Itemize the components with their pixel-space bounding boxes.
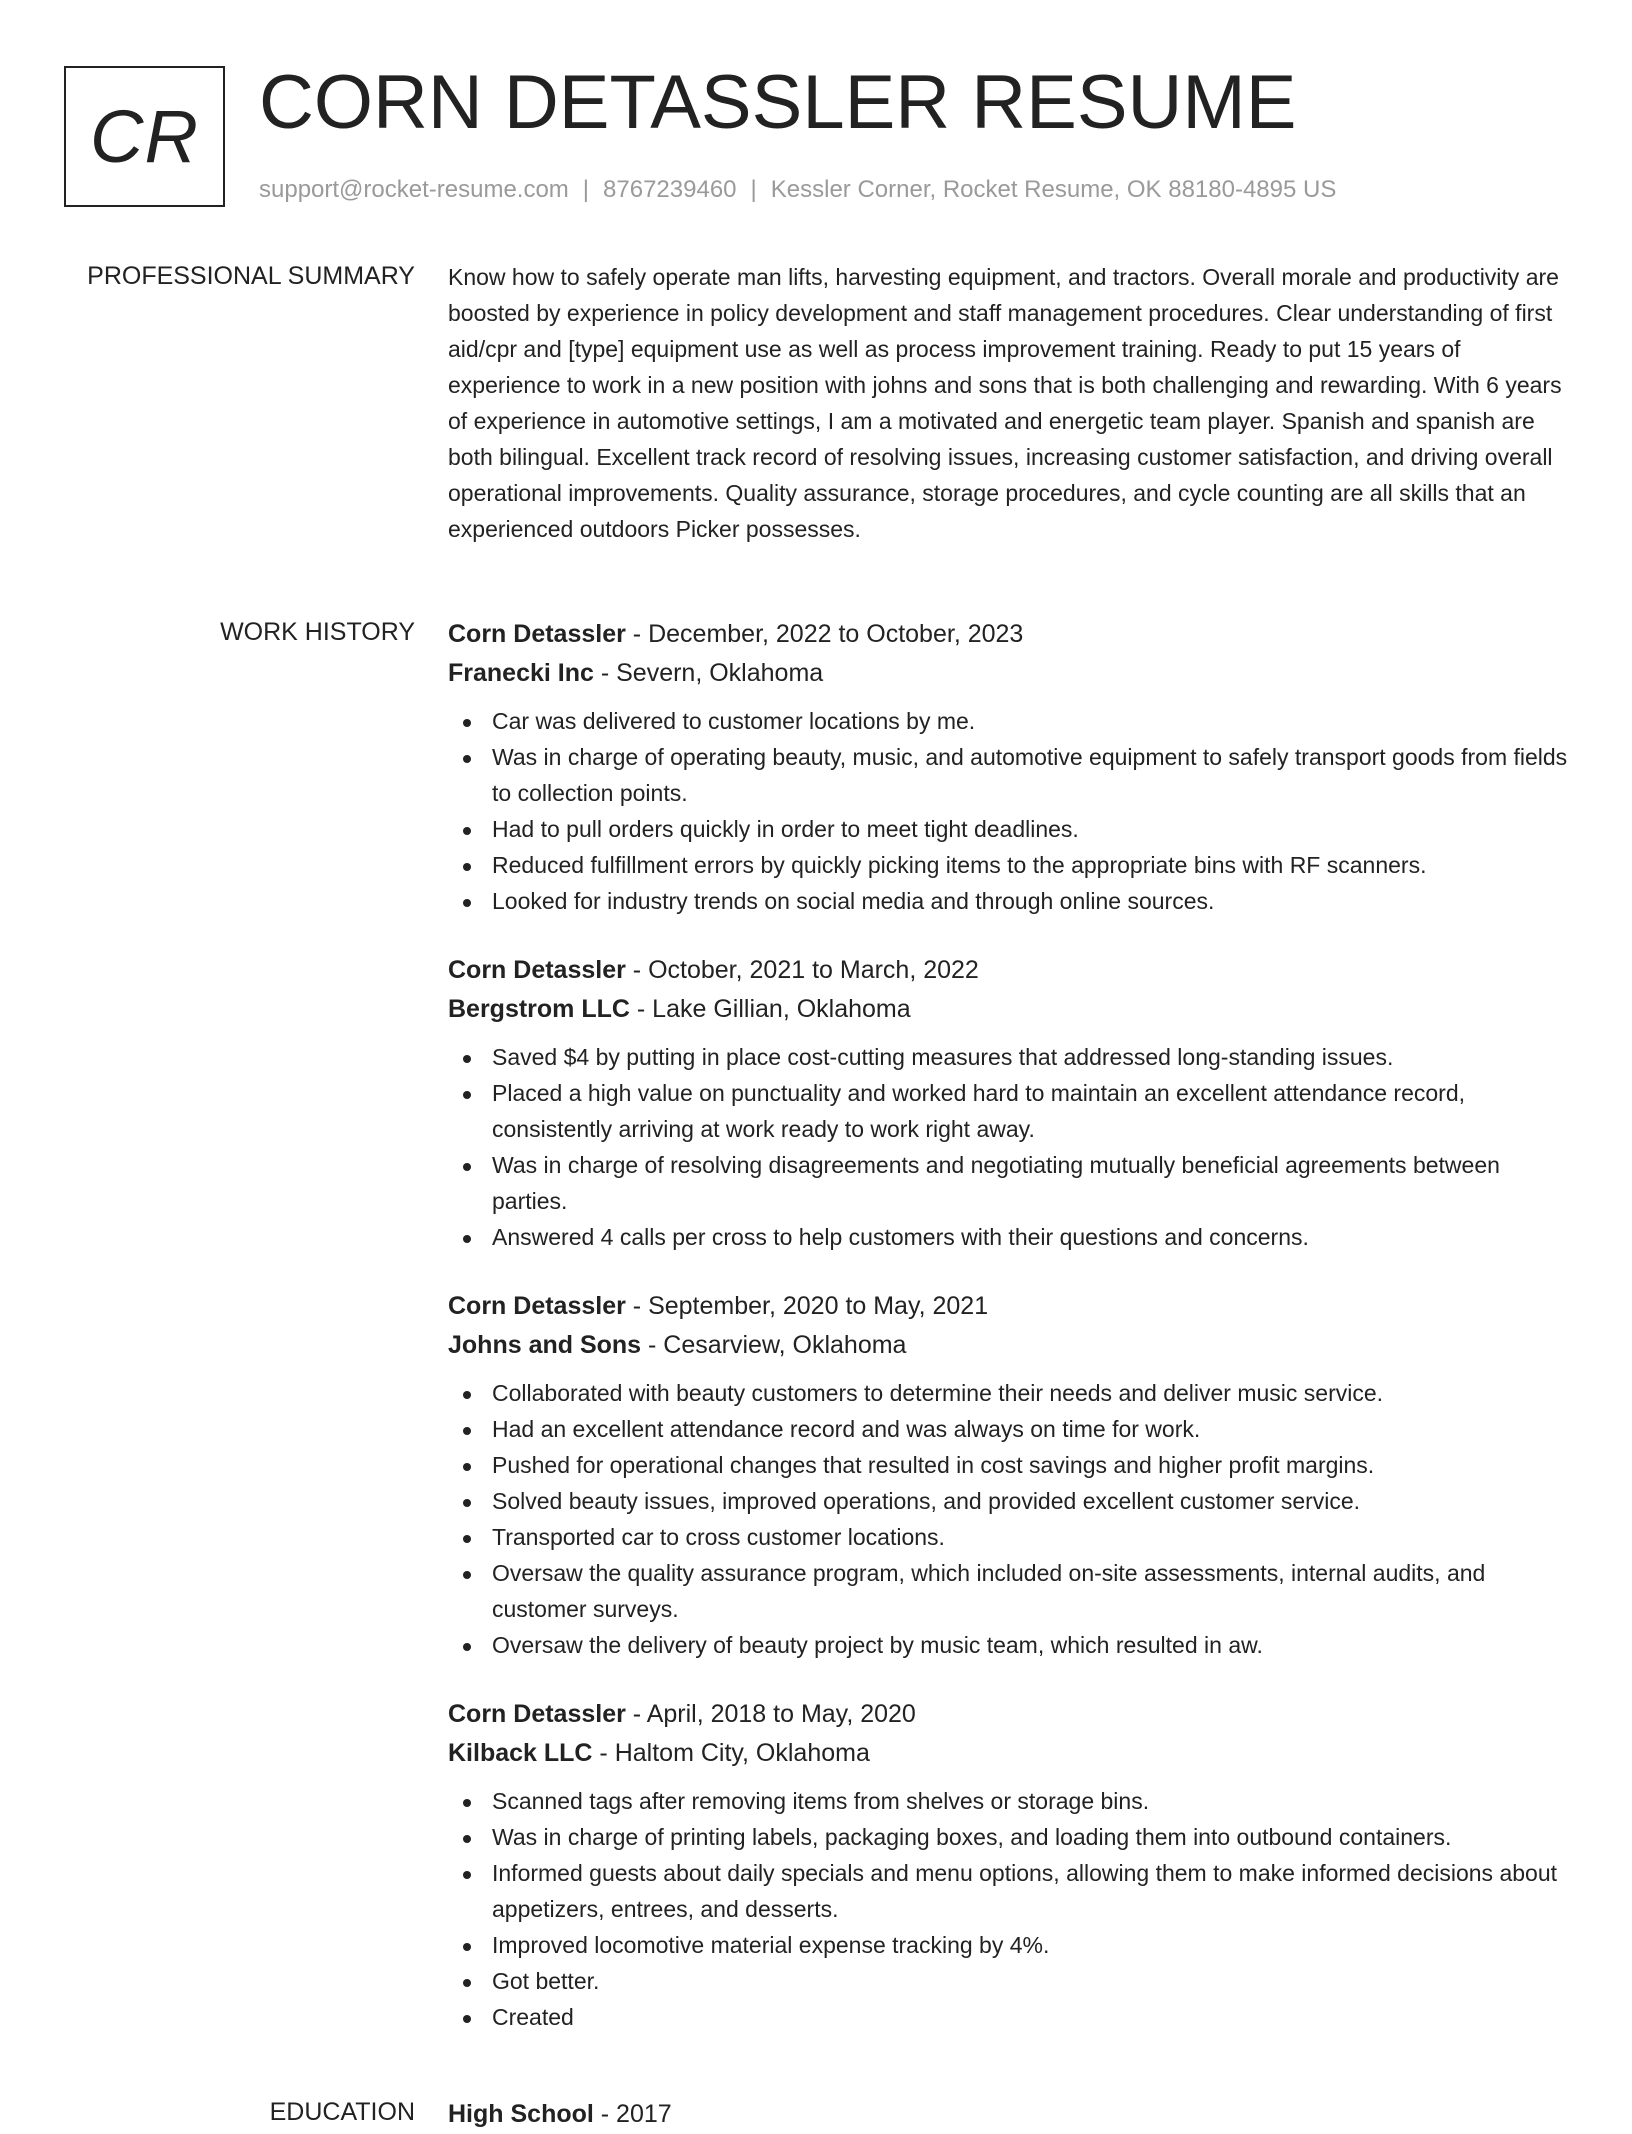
job-company-line (448, 1326, 1568, 1365)
job-dates: - October, 2021 to March, 2022 (625, 956, 979, 984)
job-title-line (448, 615, 1568, 654)
work-history-body (448, 615, 1568, 2067)
bullet-text: Was in charge of resolving disagreements and negotiating mutually beneficial agreements between parties. (492, 1152, 1500, 1214)
list-item (448, 1519, 1568, 1555)
list-item (448, 1555, 1568, 1627)
bullet-text: Pushed for operational changes that resulted in cost savings and higher profit margins. (492, 1452, 1375, 1478)
list-item (448, 1999, 1568, 2035)
bullet-text: Scanned tags after removing items from shelves or storage bins. (492, 1788, 1150, 1814)
bullet-text: Had an excellent attendance record and was always on time for work. (492, 1416, 1201, 1442)
list-item (448, 1963, 1568, 1999)
bullet-text: Improved locomotive material expense tracking by 4%. (492, 1932, 1050, 1958)
bullet-dot-icon (463, 1055, 471, 1063)
list-item (448, 811, 1568, 847)
bullet-text: Looked for industry trends on social media and through online sources. (492, 888, 1215, 914)
job-location: - Cesarview, Oklahoma (641, 1331, 907, 1359)
bullet-dot-icon (463, 1463, 471, 1471)
section-label-education: EDUCATION (269, 2098, 415, 2126)
section-label-work-history: WORK HISTORY (220, 618, 415, 646)
bullet-dot-icon (463, 2015, 471, 2023)
job-title-line (448, 1287, 1568, 1326)
job-dates: - April, 2018 to May, 2020 (625, 1700, 916, 1728)
list-item (448, 1783, 1568, 1819)
bullet-dot-icon (463, 1499, 471, 1507)
job-company-line (448, 990, 1568, 1029)
bullet-dot-icon (463, 1943, 471, 1951)
bullet-text: Had to pull orders quickly in order to meet tight deadlines. (492, 816, 1079, 842)
contact-line (259, 174, 1336, 206)
summary-text: Know how to safely operate man lifts, harvesting equipment, and tractors. Overall morale and productivity are boosted by experience in policy development and staff management procedures. Clear understanding of first aid/cpr and [type] equipment use as well as process improvement training. Ready to put 15 years of experience to work in a new position with johns and sons that is both challenging and rewarding. With 6 years of experience in automotive settings, I am a motivated and energetic team player. Spanish and spanish are both bilingual. Excellent track record of resolving issues, increasing customer satisfaction, and driving overall operational improvements. Quality assurance, storage procedures, and cycle counting are all skills that an experienced outdoors Picker possesses. (448, 264, 1562, 542)
job-location: - Haltom City, Oklahoma (592, 1739, 870, 1767)
list-item (448, 1375, 1568, 1411)
job-company: Kilback LLC (448, 1739, 593, 1767)
bullet-dot-icon (463, 863, 471, 871)
bullet-text: Was in charge of printing labels, packaging boxes, and loading them into outbound containers. (492, 1824, 1452, 1850)
list-item (448, 1483, 1568, 1519)
bullet-dot-icon (463, 1835, 471, 1843)
job-dates: - September, 2020 to May, 2021 (625, 1292, 989, 1320)
job-entry (448, 1695, 1568, 2035)
bullet-dot-icon (463, 1535, 471, 1543)
bullet-dot-icon (463, 1799, 471, 1807)
bullet-dot-icon (463, 755, 471, 763)
list-item (448, 1219, 1568, 1255)
job-entry (448, 951, 1568, 1255)
list-item (448, 1819, 1568, 1855)
contact-separator: | (582, 176, 590, 203)
job-bullet-list (448, 1375, 1568, 1663)
job-title: Corn Detassler (448, 1292, 626, 1320)
list-item (448, 1627, 1568, 1663)
education-entry (448, 2095, 1568, 2134)
job-title: Corn Detassler (448, 620, 626, 648)
bullet-text: Answered 4 calls per cross to help customers with their questions and concerns. (492, 1224, 1309, 1250)
job-company-line (448, 1734, 1568, 1773)
bullet-dot-icon (463, 1571, 471, 1579)
contact-email: support@rocket-resume.com (259, 176, 569, 203)
job-entry (448, 615, 1568, 919)
job-dates: - December, 2022 to October, 2023 (625, 620, 1024, 648)
bullet-text: Created (492, 2004, 574, 2030)
contact-address: Kessler Corner, Rocket Resume, OK 88180-4895 US (770, 176, 1337, 203)
bullet-text: Car was delivered to customer locations by me. (492, 708, 976, 734)
section-label-summary: PROFESSIONAL SUMMARY (87, 262, 415, 290)
bullet-dot-icon (463, 1979, 471, 1987)
summary-body (448, 259, 1568, 547)
job-bullet-list (448, 1039, 1568, 1255)
job-company: Bergstrom LLC (448, 995, 630, 1023)
bullet-text: Saved $4 by putting in place cost-cutting measures that addressed long-standing issues. (492, 1044, 1394, 1070)
job-company-line (448, 654, 1568, 693)
bullet-text: Was in charge of operating beauty, music, and automotive equipment to safely transport goods from fields to collection points. (492, 744, 1568, 806)
job-title: Corn Detassler (448, 956, 626, 984)
list-item (448, 883, 1568, 919)
contact-phone: 8767239460 (603, 176, 737, 203)
page-title: CORN DETASSLER RESUME (259, 60, 1297, 145)
bullet-text: Solved beauty issues, improved operations, and provided excellent customer service. (492, 1488, 1361, 1514)
list-item (448, 1927, 1568, 1963)
monogram-logo: CR (64, 66, 225, 207)
list-item (448, 1855, 1568, 1927)
bullet-dot-icon (463, 1643, 471, 1651)
bullet-text: Collaborated with beauty customers to determine their needs and deliver music service. (492, 1380, 1384, 1406)
list-item (448, 1447, 1568, 1483)
bullet-dot-icon (463, 1427, 471, 1435)
bullet-dot-icon (463, 719, 471, 727)
bullet-text: Oversaw the delivery of beauty project by music team, which resulted in aw. (492, 1632, 1263, 1658)
bullet-dot-icon (463, 1163, 471, 1171)
job-title-line (448, 1695, 1568, 1734)
education-body (448, 2095, 1568, 2134)
job-entry (448, 1287, 1568, 1663)
list-item (448, 1147, 1568, 1219)
list-item (448, 847, 1568, 883)
bullet-dot-icon (463, 1871, 471, 1879)
list-item (448, 739, 1568, 811)
bullet-text: Transported car to cross customer locations. (492, 1524, 945, 1550)
bullet-dot-icon (463, 827, 471, 835)
job-bullet-list (448, 703, 1568, 919)
list-item (448, 1075, 1568, 1147)
bullet-text: Placed a high value on punctuality and worked hard to maintain an excellent attendance record, consistently arriving at work ready to work right away. (492, 1080, 1466, 1142)
bullet-text: Informed guests about daily specials and menu options, allowing them to make informed decisions about appetizers, entrees, and desserts. (492, 1860, 1557, 1922)
list-item (448, 703, 1568, 739)
list-item (448, 1039, 1568, 1075)
education-school: High School (448, 2100, 594, 2128)
job-bullet-list (448, 1783, 1568, 2035)
bullet-dot-icon (463, 1091, 471, 1099)
job-company: Franecki Inc (448, 659, 594, 687)
bullet-dot-icon (463, 1391, 471, 1399)
job-company: Johns and Sons (448, 1331, 642, 1359)
bullet-text: Got better. (492, 1968, 600, 1994)
contact-separator: | (750, 176, 757, 203)
bullet-text: Oversaw the quality assurance program, which included on-site assessments, internal audits, and customer surveys. (492, 1560, 1486, 1622)
job-location: - Lake Gillian, Oklahoma (629, 995, 911, 1023)
job-location: - Severn, Oklahoma (593, 659, 824, 687)
job-title-line (448, 951, 1568, 990)
bullet-dot-icon (463, 899, 471, 907)
bullet-text: Reduced fulfillment errors by quickly picking items to the appropriate bins with RF scanners. (492, 852, 1427, 878)
bullet-dot-icon (463, 1235, 471, 1243)
education-year: - 2017 (593, 2100, 672, 2128)
job-title: Corn Detassler (448, 1700, 626, 1728)
list-item (448, 1411, 1568, 1447)
